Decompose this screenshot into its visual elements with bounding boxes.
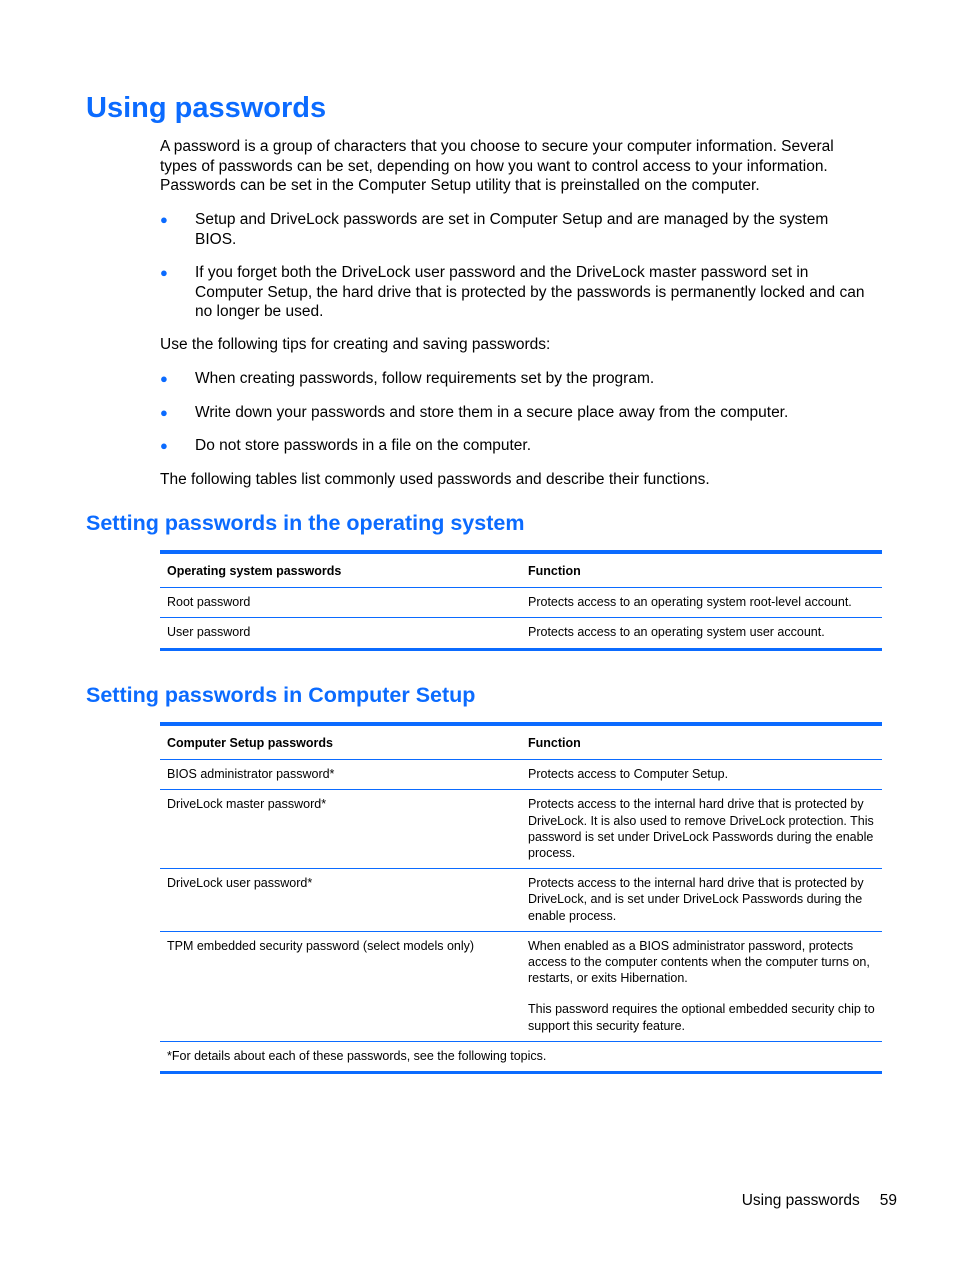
section-heading-operating-system: Setting passwords in the operating system <box>86 511 525 535</box>
table-header-row <box>160 552 882 588</box>
table-footnote: *For details about each of these passwords, see the following topics. <box>160 1041 882 1072</box>
list-item-text: Setup and DriveLock passwords are set in Computer Setup and are managed by the system BIOS. <box>195 211 829 248</box>
table-header-row <box>160 724 882 760</box>
table-row <box>160 790 882 869</box>
table-row <box>160 869 882 932</box>
column-header: Operating system passwords <box>160 552 521 588</box>
page-footer <box>742 1191 897 1211</box>
page-number: 59 <box>879 1192 897 1209</box>
page-title: Using passwords <box>86 92 327 124</box>
os-passwords-table <box>160 550 882 651</box>
section-heading-computer-setup: Setting passwords in Computer Setup <box>86 683 476 707</box>
table-cell: DriveLock user password* <box>160 869 521 932</box>
table-cell: DriveLock master password* <box>160 790 521 869</box>
bullet-icon: ● <box>160 371 168 386</box>
table-cell: Protects access to an operating system root-level account. <box>521 588 882 618</box>
tips-intro: Use the following tips for creating and saving passwords: <box>160 336 551 353</box>
table-cell: Protects access to the internal hard drive that is protected by DriveLock, and is set under DriveLock Passwords during the enable process. <box>521 869 882 932</box>
table-row <box>160 588 882 618</box>
bullet-icon: ● <box>160 405 168 420</box>
column-header: Function <box>521 552 882 588</box>
bullet-icon: ● <box>160 212 168 227</box>
bullet-icon: ● <box>160 265 168 280</box>
table-cell <box>521 931 882 1041</box>
footer-section-title: Using passwords <box>741 1192 860 1209</box>
table-footnote-row <box>160 1041 882 1072</box>
table-cell: Protects access to the internal hard drive that is protected by DriveLock. It is also used to remove DriveLock protection. This password is set under DriveLock Passwords during the enable process. <box>521 790 882 869</box>
table-cell: TPM embedded security password (select models only) <box>160 931 521 1041</box>
intro-paragraph: A password is a group of characters that you choose to secure your computer information. Several types of passwords can be set, depending on how you want to control access to your information. Passwords can be set in the Computer Setup utility that is preinstalled on the computer. <box>160 138 834 195</box>
list-item-text: Write down your passwords and store them in a secure place away from the computer. <box>195 404 789 421</box>
list-item-text: When creating passwords, follow requirements set by the program. <box>195 370 655 387</box>
table-cell: BIOS administrator password* <box>160 760 521 790</box>
table-row <box>160 618 882 649</box>
list-item-text: Do not store passwords in a file on the computer. <box>195 437 532 454</box>
bullet-icon: ● <box>160 438 168 453</box>
table-cell: User password <box>160 618 521 649</box>
table-row <box>160 931 882 1041</box>
tpm-note: This password requires the optional embedded security chip to support this security feature. <box>528 1002 875 1033</box>
table-row <box>160 760 882 790</box>
tpm-description: When enabled as a BIOS administrator password, protects access to the computer contents when the computer turns on, restarts, or exits Hibernation. <box>528 938 870 986</box>
table-cell: Protects access to Computer Setup. <box>521 760 882 790</box>
column-header: Function <box>521 724 882 760</box>
table-cell: Protects access to an operating system user account. <box>521 618 882 649</box>
table-cell: Root password <box>160 588 521 618</box>
tables-intro: The following tables list commonly used passwords and describe their functions. <box>160 471 710 488</box>
column-header: Computer Setup passwords <box>160 724 521 760</box>
list-item-text: If you forget both the DriveLock user password and the DriveLock master password set in Computer Setup, the hard drive that is protected by the passwords is permanently locked and can no longer be used. <box>195 264 865 321</box>
computer-setup-passwords-table <box>160 722 882 1074</box>
